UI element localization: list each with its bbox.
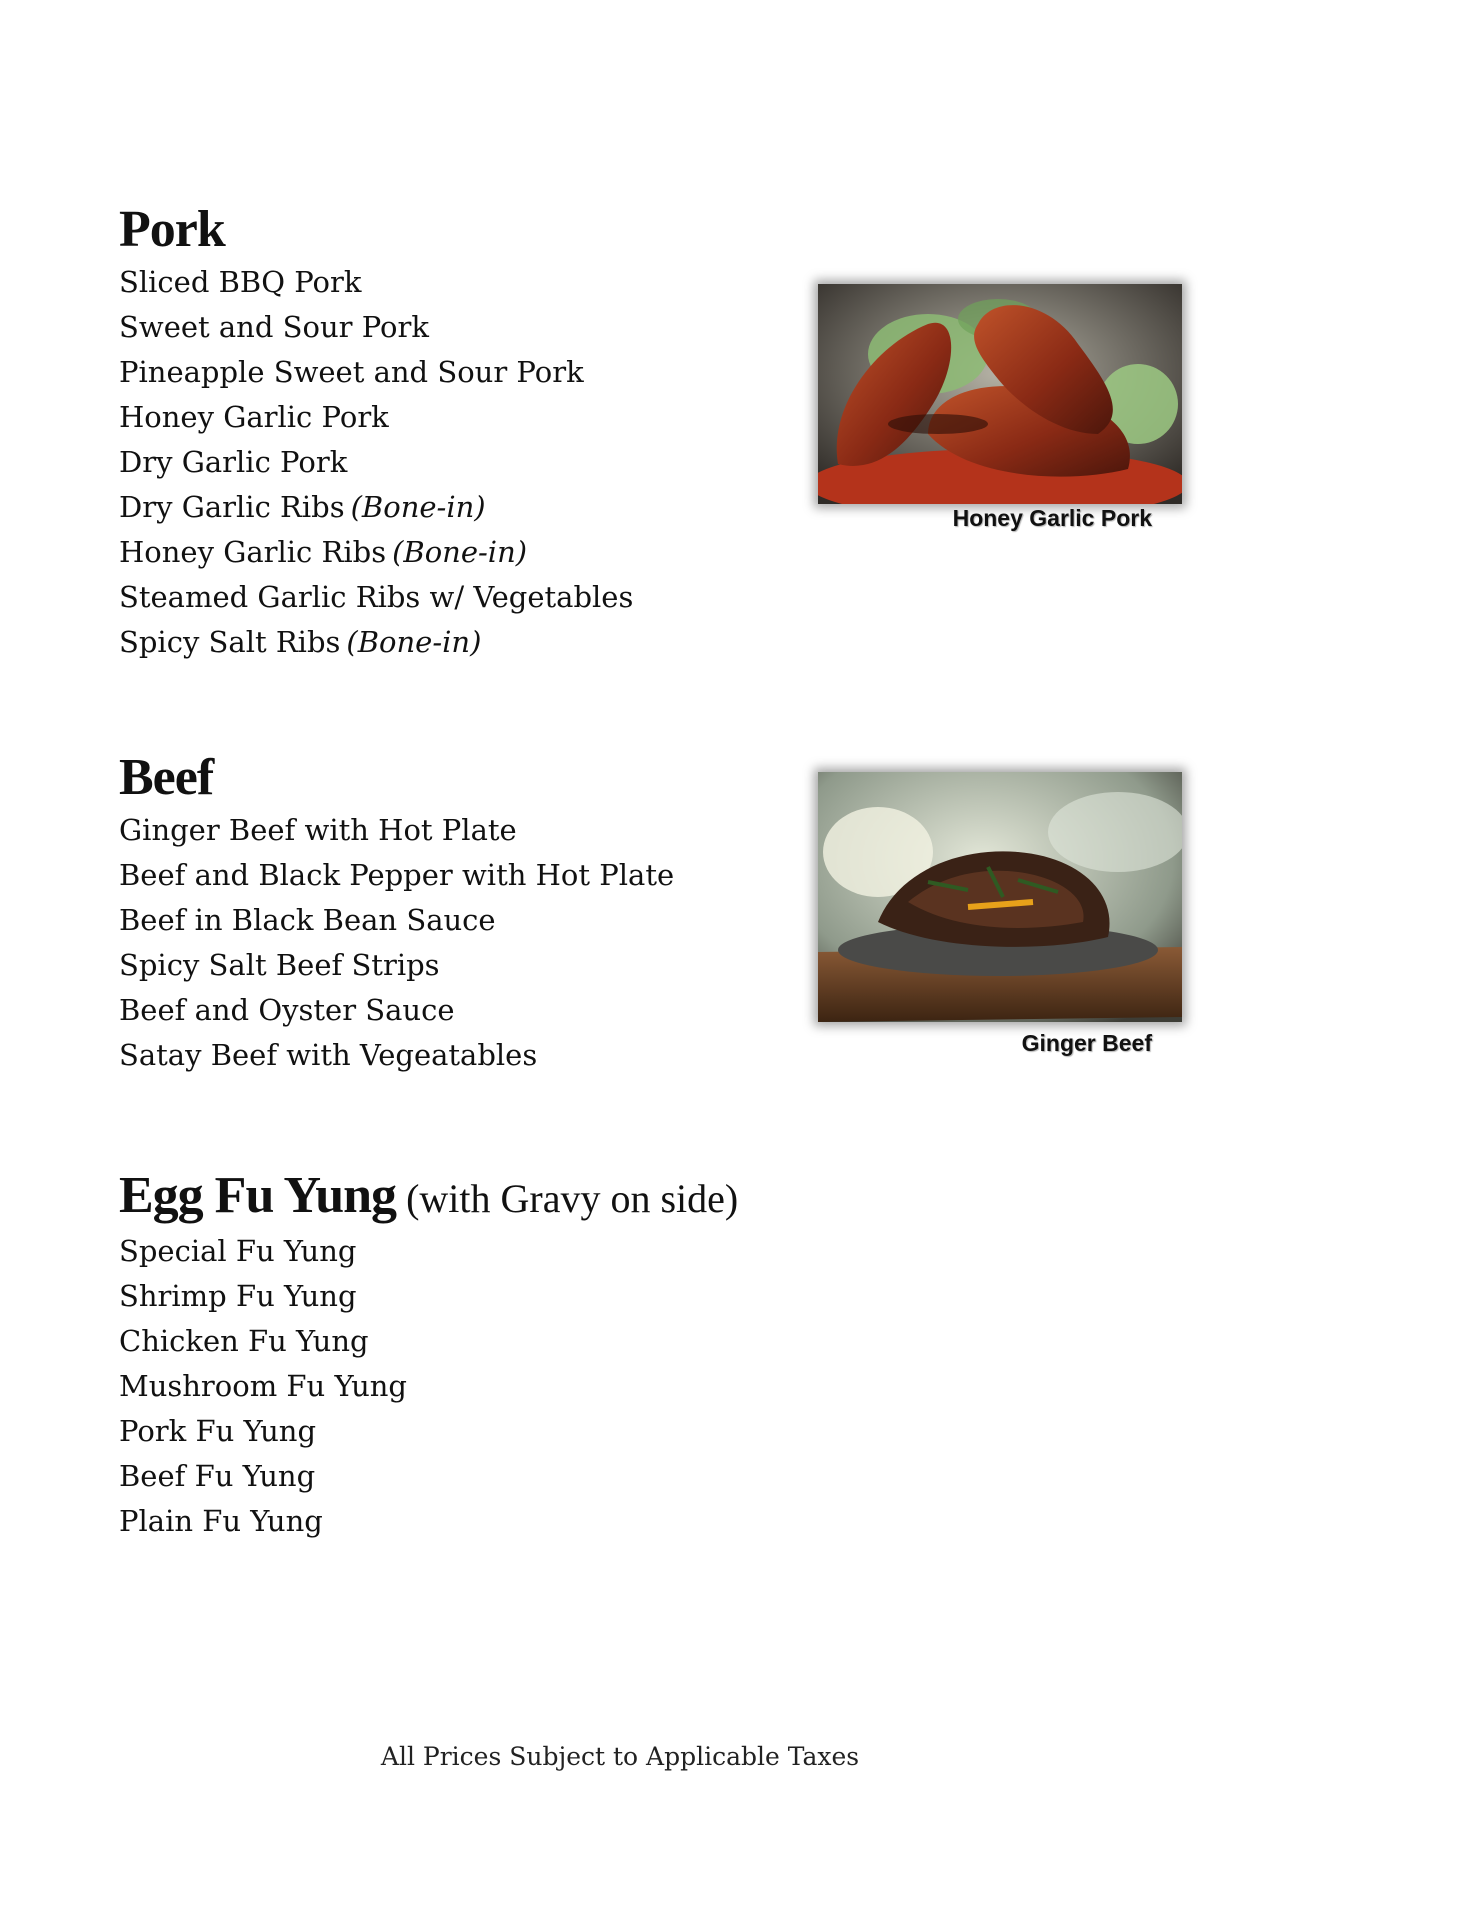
menu-item bbox=[119, 485, 633, 530]
pork-section bbox=[119, 200, 633, 665]
menu-item-name: Spicy Salt Ribs bbox=[119, 625, 341, 659]
menu-item-name: Dry Garlic Ribs bbox=[119, 490, 345, 524]
menu-item-name: Honey Garlic Pork bbox=[119, 400, 389, 434]
ginger-beef-caption: Ginger Beef bbox=[1021, 1030, 1152, 1056]
egg-fu-yung-heading-title: Egg Fu Yung bbox=[119, 1167, 397, 1224]
menu-item-name: Beef Fu Yung bbox=[119, 1459, 316, 1493]
menu-item bbox=[119, 1499, 738, 1544]
menu-item bbox=[119, 1364, 738, 1409]
honey-garlic-pork-image bbox=[818, 284, 1182, 504]
menu-item bbox=[119, 898, 674, 943]
menu-item bbox=[119, 530, 633, 575]
egg-fu-yung-heading bbox=[119, 1166, 738, 1229]
menu-item bbox=[119, 395, 633, 440]
beef-menu-list bbox=[119, 808, 674, 1078]
menu-item bbox=[119, 988, 674, 1033]
menu-item-name: Spicy Salt Beef Strips bbox=[119, 948, 440, 982]
menu-item-name: Pineapple Sweet and Sour Pork bbox=[119, 355, 584, 389]
menu-item bbox=[119, 305, 633, 350]
pork-heading bbox=[119, 200, 633, 260]
menu-item-name: Beef and Black Pepper with Hot Plate bbox=[119, 858, 675, 892]
menu-item bbox=[119, 808, 674, 853]
menu-item bbox=[119, 1274, 738, 1319]
menu-item bbox=[119, 620, 633, 665]
menu-item bbox=[119, 260, 633, 305]
tax-notice-footer: All Prices Subject to Applicable Taxes bbox=[380, 1742, 860, 1771]
menu-item-name: Chicken Fu Yung bbox=[119, 1324, 369, 1358]
menu-item-note: (Bone-in) bbox=[346, 625, 482, 659]
menu-item-name: Plain Fu Yung bbox=[119, 1504, 323, 1538]
egg-fu-yung-section bbox=[119, 1166, 738, 1544]
menu-item-name: Pork Fu Yung bbox=[119, 1414, 317, 1448]
menu-item-name: Shrimp Fu Yung bbox=[119, 1279, 357, 1313]
menu-item-name: Beef and Oyster Sauce bbox=[119, 993, 455, 1027]
honey-garlic-pork-photo bbox=[818, 284, 1182, 504]
menu-item bbox=[119, 440, 633, 485]
beef-section bbox=[119, 748, 674, 1078]
menu-item bbox=[119, 1033, 674, 1078]
menu-item-note: (Bone-in) bbox=[350, 490, 486, 524]
ginger-beef-photo bbox=[818, 772, 1182, 1022]
menu-item-name: Mushroom Fu Yung bbox=[119, 1369, 407, 1403]
ginger-beef-image bbox=[818, 772, 1182, 1022]
menu-item-name: Honey Garlic Ribs bbox=[119, 535, 387, 569]
ginger-beef-photo-block bbox=[818, 772, 1182, 1056]
menu-item-name: Sliced BBQ Pork bbox=[119, 265, 362, 299]
menu-item bbox=[119, 575, 633, 620]
pork-menu-list bbox=[119, 260, 633, 665]
menu-item bbox=[119, 853, 674, 898]
beef-heading bbox=[119, 748, 674, 808]
menu-item bbox=[119, 350, 633, 395]
beef-heading-title: Beef bbox=[119, 749, 214, 806]
egg-fu-yung-menu-list bbox=[119, 1229, 738, 1544]
menu-item-name: Beef in Black Bean Sauce bbox=[119, 903, 496, 937]
menu-item bbox=[119, 1409, 738, 1454]
menu-item bbox=[119, 1319, 738, 1364]
honey-garlic-pork-caption: Honey Garlic Pork bbox=[952, 505, 1152, 531]
menu-item bbox=[119, 1454, 738, 1499]
menu-item-name: Satay Beef with Vegeatables bbox=[119, 1038, 538, 1072]
pork-heading-title: Pork bbox=[119, 201, 225, 258]
menu-item-name: Steamed Garlic Ribs w/ Vegetables bbox=[119, 580, 634, 614]
menu-item-name: Ginger Beef with Hot Plate bbox=[119, 813, 517, 847]
menu-item-note: (Bone-in) bbox=[392, 535, 528, 569]
egg-fu-yung-heading-subtitle: (with Gravy on side) bbox=[406, 1176, 739, 1221]
menu-item-name: Sweet and Sour Pork bbox=[119, 310, 429, 344]
menu-item bbox=[119, 1229, 738, 1274]
menu-item bbox=[119, 943, 674, 988]
menu-item-name: Special Fu Yung bbox=[119, 1234, 357, 1268]
menu-item-name: Dry Garlic Pork bbox=[119, 445, 348, 479]
honey-garlic-pork-photo-block bbox=[818, 284, 1182, 531]
